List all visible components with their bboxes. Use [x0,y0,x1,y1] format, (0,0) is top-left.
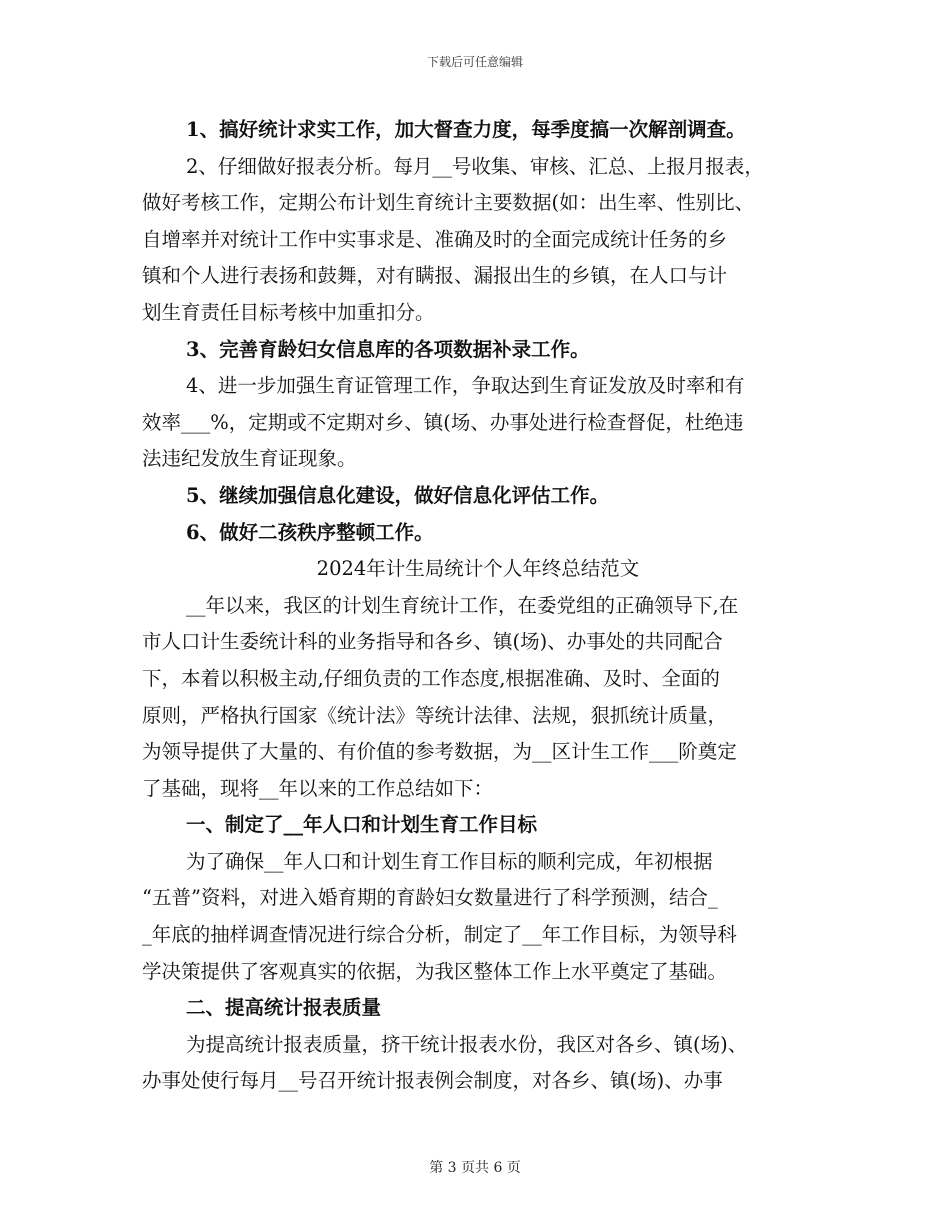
paragraph-line: _年底的抽样调查情况进行综合分析，制定了__年工作目标，为领导科 [142,923,737,947]
paragraph-line: “五普”资料，对进入婚育期的育龄妇女数量进行了科学预测，结合_ [142,886,718,910]
paragraph-line: 办事处使行每月__号召开统计报表例会制度，对各乡、镇(场)、办事 [142,1069,723,1093]
document-body [142,112,814,1100]
paragraph-line: 自增率并对统计工作中实事求是、准确及时的全面完成统计任务的乡 [142,227,728,251]
page-header: 下载后可任意编辑 [426,55,523,69]
paragraph-line: 2、仔细做好报表分析。每月__号收集、审核、汇总、上报月报表， [186,154,764,178]
section-heading-line: 3、完善育龄妇女信息库的各项数据补录工作。 [186,337,590,361]
section-heading-line: 一、制定了__年人口和计划生育工作目标 [186,813,538,837]
paragraph-line: 为提高统计报表质量，挤干统计报表水份，我区对各乡、镇(场)、 [186,1032,748,1056]
paragraph-line: 效率___%，定期或不定期对乡、镇(场、办事处进行检查督促，杜绝违 [142,410,744,434]
paragraph-line: 学决策提供了客观真实的依据，为我区整体工作上水平奠定了基础。 [142,959,728,983]
section-heading-line: 6、做好二孩秩序整顿工作。 [186,520,434,544]
section-heading-line: 二、提高统计报表质量 [186,996,382,1020]
section-heading-line: 1、搞好统计求实工作，加大督查力度，每季度搞一次解剖调查。 [186,118,746,141]
paragraph-line: 镇和个人进行表扬和鼓舞，对有瞒报、漏报出生的乡镇，在人口与计 [142,264,728,288]
paragraph-line: 下，本着以积极主动,仔细负责的工作态度,根据准确、及时、全面的 [142,666,720,690]
paragraph-line: 为了确保__年人口和计划生育工作目标的顺利完成，年初根据 [186,849,713,873]
paragraph-line: 原则，严格执行国家《统计法》等统计法律、法规，狠抓统计质量， [142,703,728,727]
paragraph-line: 市人口计生委统计科的业务指导和各乡、镇(场)、办事处的共同配合 [142,630,723,654]
document-title: 2024年计生局统计个人年终总结范文 [316,557,640,581]
paragraph-line: 为领导提供了大量的、有价值的参考数据，为__区计生工作___阶奠定 [142,740,737,764]
paragraph-line: 4、进一步加强生育证管理工作，争取达到生育证发放及时率和有 [186,374,745,398]
paragraph-line: 做好考核工作，定期公布计划生育统计主要数据(如：出生率、性别比、 [142,191,755,215]
paragraph-line: 划生育责任目标考核中加重扣分。 [142,300,435,324]
paragraph-line: 法违纪发放生育证现象。 [142,447,357,471]
paragraph-line: __年以来，我区的计划生育统计工作，在委党组的正确领导下,在 [186,593,739,617]
page-footer: 第 3 页共 6 页 [429,1160,521,1176]
paragraph-line: 了基础，现将__年以来的工作总结如下： [142,776,494,800]
section-heading-line: 5、继续加强信息化建设，做好信息化评估工作。 [186,483,610,507]
